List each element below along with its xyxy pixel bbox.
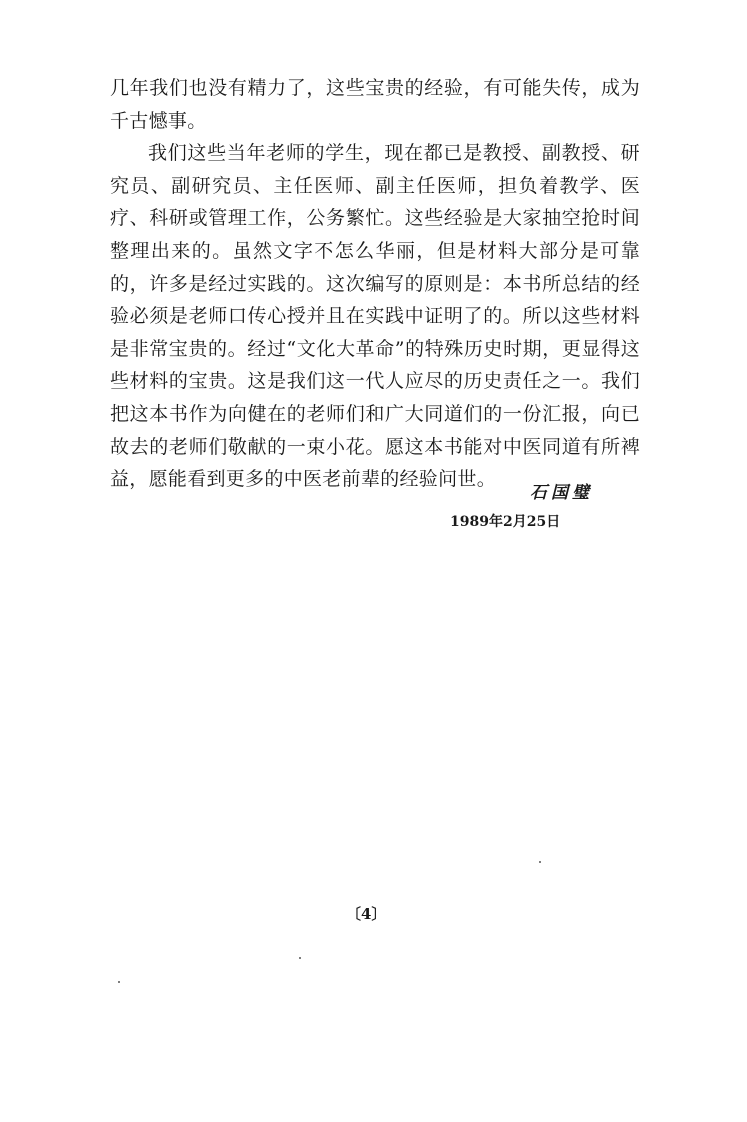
scan-speck [539,861,541,863]
paragraph-main: 我们这些当年老师的学生，现在都已是教授、副教授、研究员、副研究员、主任医师、副主任医师，担负着教学、医疗、科研或管理工作，公务繁忙。这些经验是大家抽空抢时间整理出来的。虽然文字不怎么华丽，但是材料大部分是可靠的，许多是经过实践的。这次编写的原则是：本书所总结的经验必须是老师口传心授并且在实践中证明了的。所以这些材料是非常宝贵的。经过“文化大革命”的特殊历史时期，更显得这些材料的宝贵。这是我们这一代人应尽的历史责任之一。我们把这本书作为向健在的老师们和广大同道们的一份汇报，向已故去的老师们敬献的一束小花。愿这本书能对中医同道有所裨益，愿能看到更多的中医老前辈的经验问世。 [110,142,640,491]
author-signature: 石国璧 [530,483,593,503]
page-number: 〔4〕 [346,905,387,923]
scan-speck [299,957,301,959]
signature-date: 1989年2月25日 [450,514,561,530]
body-text [110,72,640,496]
paragraph-continuation: 几年我们也没有精力了，这些宝贵的经验，有可能失传，成为千古憾事。 [110,77,640,132]
scan-speck [118,981,120,983]
